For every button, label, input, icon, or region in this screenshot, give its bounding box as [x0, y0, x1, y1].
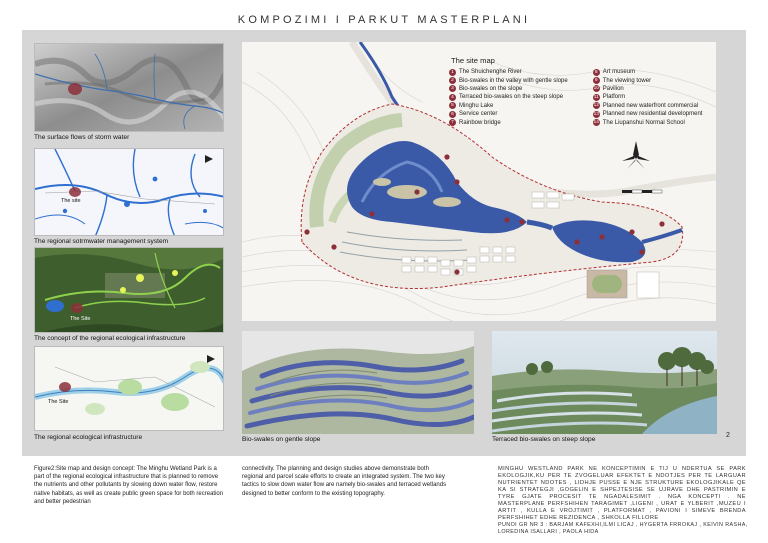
legend-item-text: The viewing tower — [602, 77, 652, 84]
description-column-1: Figure2:Site map and design concept: The Minghu Wetland Park is a part of the regional ecological infrastructure that is planned to remove the nutrients and other pollutants by slowing down water flow, restore native habitats, as well as create public green space for both recreation and better pedestrian — [34, 466, 224, 505]
legend-item — [449, 102, 593, 110]
legend-item — [449, 68, 593, 76]
legend-item — [593, 76, 719, 84]
legend-item — [593, 110, 719, 118]
legend-item — [593, 93, 719, 101]
legend-item-text: Bio-swales in the valley with gentle slope — [459, 77, 568, 84]
legend-item — [449, 93, 593, 101]
legend-item — [593, 102, 719, 110]
legend-item — [449, 85, 593, 93]
marker-number: 10 — [593, 86, 599, 92]
marker-number: 1 — [449, 69, 456, 76]
legend-item-text: Terraced bio-swales on the steep slope — [459, 94, 564, 101]
albanian-description: MINGHU WESTLAND PARK NE KONCEPTIMIN E TIJ U NDERTUA SE PARK EKOLOGJIK,KU PER TE ZVOGELUAR EFEKTET E NDOTJES PER TE LARGUAR NUTRIENTET NDOTES , LIDHJE PUSSE E NJE STRUKTURE EKOLOGJIKALE QE KA SI STRATEGJI ,GOGELIN E SHPEJTESISE SE UJRAVE DHE PASTRIMIN E TYRE GJATE PROCESIT TE NGADALESIMIT . NGA KONCEPTI . NE MASTERPLANE PERFSHIHEN TARAGIMET ,LIGENI , URAT E YLBERIT ,MUZEU I ARTIT , KULLA E VROJTIMIT , PLATFORMAT , PAVIONI I SIMEVE BRENDA PERFSHIHET EDHE REZIDENCA , SHKOLLA FILLORE — [498, 466, 746, 521]
marker-number: 6 — [449, 111, 456, 118]
caption-gentle-slope: Bio-swales on gentle slope — [242, 436, 321, 443]
ecological-infrastructure-map — [34, 346, 224, 431]
credits: PUNOI GR NR 3 : BARJAM KAFEXHI,ILMI LICAJ , HYGERTA FRROKAJ , KEIVIN RASHA, LOREDINA ISALLARI , PAOLA HIDA — [498, 522, 748, 535]
stormwater-management-map — [34, 148, 224, 236]
gentle-slope-render — [242, 331, 474, 434]
gentle-slope-graphic — [242, 331, 474, 434]
caption-stormwater-system: The regional sotrmwater management system — [34, 238, 169, 245]
stormwater-graphic — [35, 149, 224, 236]
ecological-concept-map — [34, 247, 224, 333]
legend-item — [449, 110, 593, 118]
legend-item-text: The Shuichenghe River — [459, 69, 522, 76]
caption-surface-flows: The surface flows of storm water — [34, 134, 130, 141]
legend-item — [449, 76, 593, 84]
legend-item-text: Bio-swales on the slope — [459, 85, 523, 92]
caption-ecological-infrastructure: The regional ecological infrastructure — [34, 434, 143, 441]
site-label-3: The Site — [70, 316, 91, 322]
legend-item — [593, 118, 719, 126]
legend-item-text: Planned new waterfront commercial — [602, 102, 699, 109]
legend-item-text: The Liupanshui Normal School — [602, 119, 685, 126]
legend-item — [449, 118, 593, 126]
legend-item-text: Rainbow bridge — [459, 119, 501, 126]
marker-number: 11 — [593, 94, 599, 100]
steep-slope-graphic — [492, 331, 717, 434]
page-number: 2 — [726, 432, 730, 439]
legend-item — [593, 68, 719, 76]
legend-column-left — [449, 68, 593, 127]
marker-number: 3 — [449, 85, 456, 92]
site-label-4: The Site — [48, 399, 69, 405]
legend-item — [593, 85, 719, 93]
satellite-graphic — [35, 248, 224, 333]
site-label-2: The site — [61, 198, 81, 204]
marker-number: 9 — [593, 77, 600, 84]
marker-number: 7 — [449, 119, 456, 126]
site-map-legend — [449, 56, 719, 127]
infrastructure-graphic — [35, 347, 224, 431]
marker-number: 4 — [449, 94, 456, 101]
page-title: KOMPOZIMI I PARKUT MASTERPLANI — [237, 14, 531, 26]
marker-number: 14 — [593, 120, 599, 126]
marker-number: 2 — [449, 77, 456, 84]
legend-item-text: Platform — [602, 94, 626, 101]
legend-item-text: Service center — [459, 111, 498, 118]
marker-number: 13 — [593, 111, 599, 117]
legend-item-text: Art museum — [602, 69, 636, 76]
steep-slope-render — [492, 331, 717, 434]
storm-water-flow-map — [34, 43, 224, 132]
caption-ecological-concept: The concept of the regional ecological infrastructure — [34, 335, 186, 342]
legend-item-text: Planned new residential development — [602, 111, 703, 118]
legend-column-right — [593, 68, 719, 127]
legend-item-text: Minghu Lake — [459, 102, 494, 109]
marker-number: 12 — [593, 103, 599, 109]
legend-title: The site map — [451, 56, 495, 65]
marker-number: 5 — [449, 102, 456, 109]
marker-number: 8 — [593, 69, 600, 76]
legend-item-text: Pavilion — [602, 85, 624, 92]
hillshade-graphic — [35, 44, 224, 132]
caption-steep-slope: Terraced bio-swales on steep slope — [492, 436, 596, 443]
description-column-2: connectivity. The planning and design studies above demonstrate both regional and parcel scale efforts to create an integrated system. The two key tactics to slow down water flow are namely bio-swales and terraced wetlands designed to better conform to the existing topography. — [242, 466, 447, 497]
